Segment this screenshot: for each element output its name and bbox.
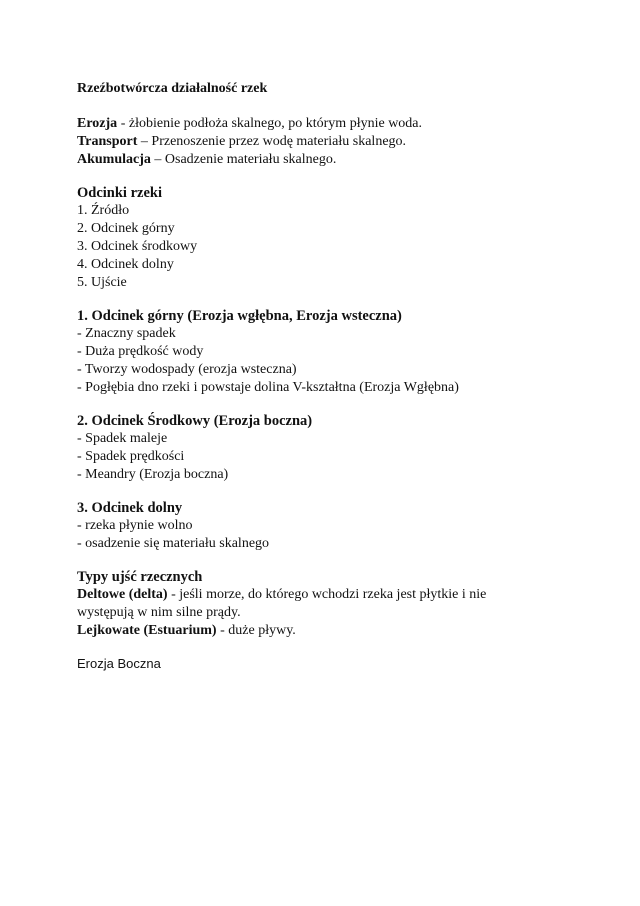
list-item: 2. Odcinek górny (77, 221, 175, 236)
document-content (77, 80, 577, 673)
section-heading: 1. Odcinek górny (Erozja wgłębna, Erozja wsteczna) (77, 308, 402, 324)
section-lower-course (77, 499, 577, 553)
mouth-term: Lejkowate (Estuarium) (77, 623, 217, 638)
list-item: 5. Ujście (77, 275, 127, 290)
section-heading: Odcinki rzeki (77, 185, 162, 201)
list-item: 3. Odcinek środkowy (77, 239, 198, 254)
document-title: Rzeźbotwórcza działalność rzek (77, 81, 268, 96)
section-upper-course (77, 307, 577, 397)
definition-term: Erozja (77, 116, 118, 131)
list-item: - Meandry (Erozja boczna) (77, 467, 229, 482)
list-item: 4. Odcinek dolny (77, 257, 174, 272)
definition-term: Akumulacja (77, 152, 151, 167)
list-item: 1. Źródło (77, 203, 130, 218)
definition-text: Przenoszenie przez wodę materiału skalnego. (151, 134, 407, 149)
definition-erozja (77, 115, 577, 133)
list-item: - osadzenie się materiału skalnego (77, 536, 270, 551)
definition-transport (77, 133, 577, 151)
definition-separator: – (137, 134, 152, 149)
definition-separator: – (150, 152, 165, 167)
definition-text: żłobienie podłoża skalnego, po którym płynie woda. (128, 116, 423, 131)
definition-text: Osadzenie materiału skalnego. (164, 152, 337, 167)
definition-separator: - (117, 116, 129, 131)
section-heading: 2. Odcinek Środkowy (Erozja boczna) (77, 413, 313, 429)
list-item: - Pogłębia dno rzeki i powstaje dolina V-kształtna (Erozja Wgłębna) (77, 380, 459, 395)
definition-term: Transport (77, 134, 138, 149)
section-river-segments (77, 184, 577, 292)
section-river-mouths (77, 568, 577, 640)
definitions-block (77, 115, 577, 169)
section-heading: 3. Odcinek dolny (77, 500, 183, 516)
list-item: - Duża prędkość wody (77, 344, 204, 359)
mouth-term: Deltowe (delta) (77, 587, 168, 602)
list-item: - Tworzy wodospady (erozja wsteczna) (77, 362, 297, 377)
list-item: - Znaczny spadek (77, 326, 176, 341)
list-item: - rzeka płynie wolno (77, 518, 193, 533)
mouth-text: - jeśli morze, do którego wchodzi rzeka jest płytkie i nie występują w nim silne prądy. (77, 587, 487, 620)
section-heading: Typy ujść rzecznych (77, 569, 203, 585)
mouth-type-delta (77, 586, 537, 622)
mouth-type-estuary (77, 622, 577, 640)
list-item: - Spadek maleje (77, 431, 168, 446)
list-item: - Spadek prędkości (77, 449, 185, 464)
definition-akumulacja (77, 151, 577, 169)
footer-note: Erozja Boczna (77, 656, 161, 671)
section-middle-course (77, 412, 577, 484)
mouth-text: - duże pływy. (216, 623, 296, 638)
